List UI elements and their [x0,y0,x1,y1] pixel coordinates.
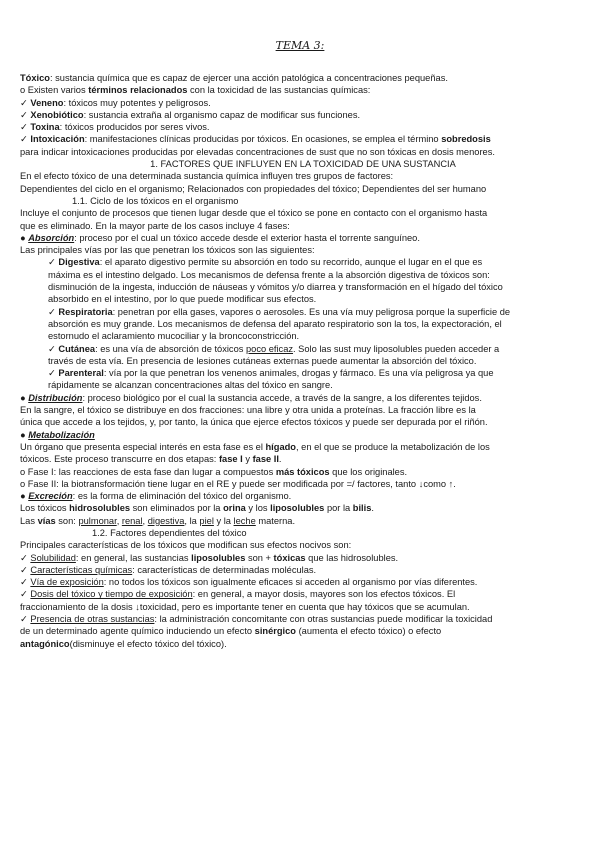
text-run: : el aparato digestivo permite su absorción en todo su recorrido, aunque el lugar en el que es [99,257,483,268]
text-run: orina [223,503,246,514]
text-run: hígado [265,441,296,452]
text-run: : es una vía de absorción de tóxicos [95,343,246,354]
text-run: Toxina [30,122,60,133]
text-run: . [278,454,282,465]
text-run: tóxicas [273,552,306,563]
text-run: Tóxico [20,73,50,83]
text-run: : vía por la que penetran los venenos animales, drogas y fármaco. Es una vía peligrosa ya que [103,368,494,379]
text-run: ✓ [20,589,31,600]
text-line-l47 [20,638,586,650]
text-run: Incluye el conjunto de procesos que tienen lugar desde que el tóxico se pone en contacto con el organismo hasta [20,208,488,219]
text-run: absorción es muy grande. Los mecanismos de defensa del aparato respiratorio son la tos, la expectoración, el [48,318,502,329]
text-run: absorbido en el intestino, por lo que puede modificar sus efectos. [48,294,317,305]
text-run: ✓ [20,564,31,575]
text-line-l30 [20,429,586,441]
text-line-l25 [20,367,586,379]
text-run: 1. FACTORES QUE INFLUYEN EN LA TOXICIDAD DE UNA SUSTANCIA [150,159,456,170]
text-run: Los tóxicos [20,503,70,514]
text-line-l05 [20,121,586,133]
text-run: renal [121,515,143,526]
text-run: leche [233,515,256,526]
text-run: Absorción [28,232,75,243]
text-run: y [242,454,253,465]
text-line-l22 [20,330,586,342]
text-run: hidrosolubles [69,503,131,514]
text-run: . Solo las sust muy liposolubles pueden acceder a [293,343,500,354]
text-run: disminución de la ingesta, inducción de náuseas y vómitos y/o diarrea y transformación en el hígado del tóxico [48,282,503,293]
text-run: : proceso biológico por el cual la sustancia accede, a través de la sangre, a los diferentes tejidos. [82,392,482,403]
text-run: ✓ [20,614,31,625]
text-run: única que accede a los tejidos, y, por tanto, la única que ejerce efectos tóxicos y puede ser depurada por el riñón. [20,417,488,428]
text-line-l07 [20,146,586,158]
text-line-l34 [20,478,586,490]
text-line-l27 [20,392,586,404]
text-run: Principales características de los tóxicos que modifican sus efectos nocivos son: [20,540,352,551]
text-run: que las hidrosolubles. [305,552,399,563]
text-run: Digestiva [58,257,100,268]
text-run: ✓ [20,577,31,588]
text-run: liposolubles [270,503,325,514]
text-run: fase II [252,454,279,465]
text-run: : manifestaciones clínicas producidas por tóxicos. En ocasiones, se emplea el término [84,134,442,145]
text-run: términos relacionados [88,85,188,96]
text-run: Cutánea [58,343,96,354]
text-run: En el efecto tóxico de una determinada sustancia química influyen tres grupos de factores: [20,171,394,182]
text-run: , [116,515,122,526]
text-run: y la [213,515,234,526]
text-run: : características de determinadas moléculas. [132,564,317,575]
text-run: tóxicos. Este proceso transcurre en dos etapas: [20,454,219,465]
text-run: vías [37,515,56,526]
text-run: ✓ [48,343,59,354]
text-line-l11 [20,195,586,207]
text-run: Excreción [28,491,73,502]
text-run: ✓ [20,122,31,133]
text-run: sinérgico [254,626,296,637]
text-line-l17 [20,269,586,281]
text-run: ● [20,491,29,502]
text-run: través de esta vía. En presencia de lesiones cutáneas externas puede aumentar la absorción del tóxico. [48,355,477,366]
text-run: Intoxicación [30,134,85,145]
text-run: Características químicas [30,564,133,575]
text-run: materna. [255,515,296,526]
text-run: Vía de exposición [30,577,104,588]
text-run: pulmonar [78,515,117,526]
text-run: (disminuye el efecto tóxico del tóxico). [69,638,227,649]
text-run: : proceso por el cual un tóxico accede desde el exterior hasta el torrente sanguíneo. [74,232,420,243]
text-line-l16 [20,256,586,268]
text-line-l13 [20,220,586,232]
text-run: Parenteral [58,368,104,379]
text-run: piel [199,515,214,526]
text-line-l40 [20,552,586,564]
text-run: Solubilidad [30,552,76,563]
text-line-l38 [20,527,586,539]
text-run: ✓ [48,368,59,379]
text-run: fraccionamiento de la dosis ↓toxicidad, pero es importante tener en cuenta que hay tóxicos que se acumulan. [20,601,470,612]
text-run: o Existen varios [20,85,89,96]
text-run: Un órgano que presenta especial interés en esta fase es el [20,441,266,452]
text-line-l36 [20,502,586,514]
text-run: que es eliminado. En la mayor parte de los casos incluye 4 fases: [20,220,290,231]
text-line-l33 [20,466,586,478]
text-run: Veneno [30,97,64,108]
text-run: de un determinado agente químico induciendo un efecto [20,626,255,637]
text-run: poco eficaz [245,343,294,354]
text-run: : sustancia química que es capaz de ejercer una acción patológica a concentraciones pequeñas. [49,73,448,83]
text-run: 1.2. Factores dependientes del tóxico [92,527,247,538]
text-line-l09 [20,170,586,182]
text-run: ● [20,232,29,243]
text-line-l18 [20,281,586,293]
text-run: : en general, a mayor dosis, mayores son los efectos tóxicos. El [192,589,456,600]
text-line-l44 [20,601,586,613]
text-run: son: [55,515,79,526]
text-run: Respiratoria [58,306,113,317]
text-run: : penetran por ella gases, vapores o aerosoles. Es una vía muy peligrosa porque la superficie de [112,306,511,317]
text-run: ✓ [48,257,59,268]
text-line-l45 [20,613,586,625]
text-line-l37 [20,515,586,527]
text-run: Metabolización [28,429,95,440]
text-run: ● [20,392,29,403]
text-run: ✓ [20,109,31,120]
text-run: más tóxicos [275,466,330,477]
text-run: , [142,515,148,526]
text-run: rápidamente se alcanzan concentraciones altas del tóxico en sangre. [48,380,333,391]
text-run: : no todos los tóxicos son igualmente eficaces si acceden al organismo por vías diferentes. [103,577,478,588]
text-run: : es la forma de eliminación del tóxico del organismo. [72,491,292,502]
text-run: Xenobiótico [30,109,84,120]
text-run: (aumenta el efecto tóxico) o efecto [296,626,442,637]
text-line-l35 [20,490,586,502]
text-run: que los originales. [329,466,408,477]
text-line-l28 [20,404,586,416]
text-line-l31 [20,441,586,453]
text-run: Las [20,515,38,526]
text-line-l42 [20,576,586,588]
text-line-l21 [20,318,586,330]
text-run: 1.1. Ciclo de los tóxicos en el organismo [72,195,239,206]
text-run: Las principales vías por las que penetran los tóxicos son las siguientes: [20,245,315,256]
text-run: y los [245,503,271,514]
text-run: : la administración concomitante con otras sustancias puede modificar la toxicidad [154,614,493,625]
text-line-l41 [20,564,586,576]
text-run: ✓ [20,97,31,108]
text-line-l46 [20,625,586,637]
text-line-l19 [20,293,586,305]
text-run: por la [324,503,353,514]
text-line-l29 [20,416,586,428]
text-line-l06 [20,133,586,145]
text-line-l02 [20,84,586,96]
text-run: sobredosis [441,134,491,145]
document-body [20,72,586,650]
text-run: con la toxicidad de las sustancias químicas: [187,85,371,96]
text-run: máxima es el intestino delgado. Los mecanismos de defensa frente a la absorción digestiva de tóxicos son: [48,269,490,280]
text-run: liposolubles [191,552,246,563]
text-run: digestiva [147,515,185,526]
text-line-l12 [20,207,586,219]
text-run: son eliminados por la [130,503,224,514]
text-line-l15 [20,244,586,256]
text-run: ✓ [20,552,31,563]
page-title: TEMA 3: [275,39,325,52]
text-run: o Fase I: las reacciones de esta fase dan lugar a compuestos [20,466,276,477]
text-line-l24 [20,355,586,367]
text-run: para indicar intoxicaciones producidas por elevadas concentraciones de sust que no son tóxicas en dosis menores. [20,146,495,157]
text-run: estornudo el aclaramiento mucociliar y la broncoconstricción. [48,331,300,342]
text-line-l39 [20,539,586,551]
text-run: ✓ [20,134,31,145]
text-line-l01 [20,72,586,84]
text-line-l20 [20,306,586,318]
text-run: Distribución [28,392,83,403]
text-run: fase I [218,454,243,465]
text-run: , la [184,515,200,526]
text-run: o Fase II: la biotransformación tiene lugar en el RE y puede ser modificada por =/ factores, tanto ↓como ↑. [20,478,456,489]
text-run: : tóxicos muy potentes y peligrosos. [63,97,211,108]
text-run: antagónico [20,638,70,649]
text-run: Dependientes del ciclo en el organismo; Relacionados con propiedades del tóxico; Dependientes del ser humano [20,183,487,194]
text-run: , en el que se produce la metabolización de los [295,441,490,452]
text-line-l23 [20,343,586,355]
text-run: Dosis del tóxico y tiempo de exposición [30,589,193,600]
text-run: Presencia de otras sustancias [30,614,155,625]
text-line-l10 [20,183,586,195]
text-line-l03 [20,97,586,109]
text-line-l32 [20,453,586,465]
text-run: En la sangre, el tóxico se distribuye en dos fracciones: una libre y otra unida a proteínas. La fracción libre es la [20,405,476,416]
text-run: . [371,503,374,514]
text-run: bilis [352,503,372,514]
text-line-l14 [20,232,586,244]
text-run: : sustancia extraña al organismo capaz de modificar sus funciones. [83,109,361,120]
text-run: ✓ [48,306,59,317]
text-line-l04 [20,109,586,121]
text-run: : tóxicos producidos por seres vivos. [59,122,210,133]
text-run: : en general, las sustancias [75,552,192,563]
text-run: ● [20,429,29,440]
text-line-l43 [20,588,586,600]
text-run: son + [245,552,274,563]
text-line-l26 [20,379,586,391]
text-line-l08 [20,158,586,170]
